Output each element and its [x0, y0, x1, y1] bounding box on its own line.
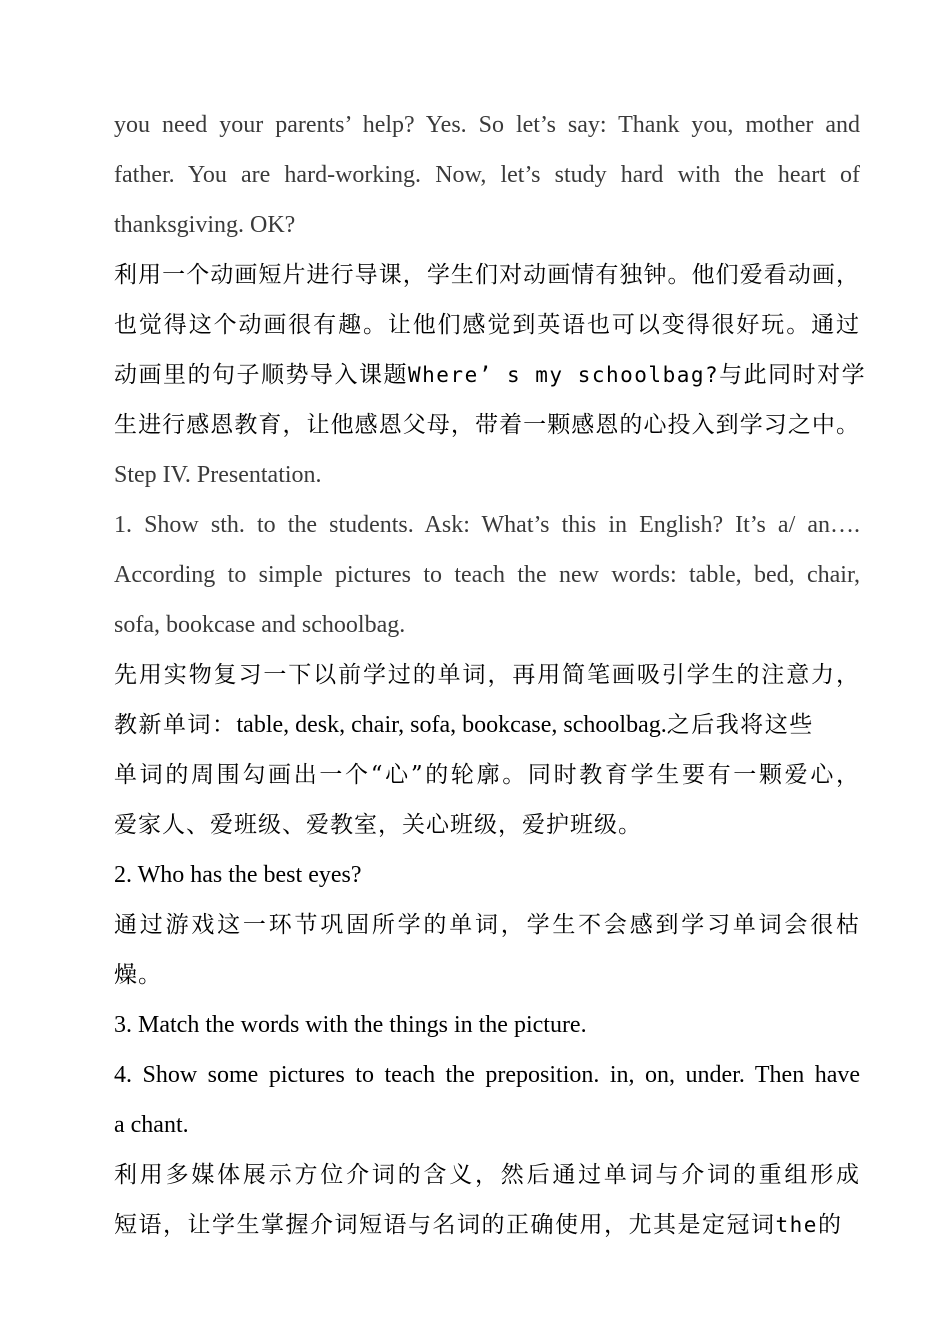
text-line-5: 也觉得这个动画很有趣。让他们感觉到英语也可以变得很好玩。通过: [114, 312, 860, 338]
text-line-3: thanksgiving. OK?: [114, 212, 296, 238]
text-line-18: 燥。: [114, 962, 162, 988]
text-line-23-b: the: [775, 1213, 818, 1237]
text-line-1: you need your parents’ help? Yes. So let’s say: Thank you, mother and: [114, 112, 860, 138]
text-line-11: sofa, bookcase and schoolbag.: [114, 612, 406, 638]
text-line-7: 生进行感恩教育，让他感恩父母，带着一颗感恩的心投入到学习之中。: [114, 412, 860, 438]
text-line-12: 先用实物复习一下以前学过的单词，再用简笔画吸引学生的注意力，: [114, 662, 860, 688]
text-line-13-b: table, desk, chair, sofa, bookcase, schoolbag.: [236, 712, 667, 738]
text-line-13-c: 之后我将这些: [666, 712, 814, 738]
text-line-15: 爱家人、爱班级、爱教室，关心班级，爱护班级。: [114, 812, 642, 838]
text-line-6-a: 动画里的句子顺势导入课题: [114, 362, 408, 388]
text-line-6: [114, 350, 867, 400]
text-line-9: 1. Show sth. to the students. Ask: What’s this in English? It’s a/ an….: [114, 512, 860, 538]
text-line-17: 通过游戏这一环节巩固所学的单词，学生不会感到学习单词会很枯: [114, 912, 860, 938]
text-line-20: 4. Show some pictures to teach the preposition. in, on, under. Then have: [114, 1062, 860, 1088]
text-line-19: 3. Match the words with the things in the picture.: [114, 1012, 587, 1038]
text-line-6-c: 与此同时对学: [719, 362, 867, 388]
text-line-22: 利用多媒体展示方位介词的含义，然后通过单词与介词的重组形成: [114, 1162, 860, 1188]
text-line-10: According to simple pictures to teach the new words: table, bed, chair,: [114, 562, 860, 588]
text-line-14: 单词的周围勾画出一个“心”的轮廓。同时教育学生要有一颗爱心，: [114, 762, 860, 788]
text-line-8: Step IV. Presentation.: [114, 462, 322, 488]
text-line-23: [114, 1200, 860, 1250]
text-line-13: [114, 700, 860, 750]
text-line-13-a: 教新单词：: [114, 712, 237, 738]
text-line-23-c: 的: [817, 1212, 843, 1238]
text-line-2: father. You are hard-working. Now, let’s study hard with the heart of: [114, 162, 860, 188]
text-line-23-a: 短语，让学生掌握介词短语与名词的正确使用，尤其是定冠词: [114, 1212, 776, 1238]
text-line-4: 利用一个动画短片进行导课，学生们对动画情有独钟。他们爱看动画，: [114, 262, 860, 288]
text-line-6-b: Where’ s my schoolbag?: [408, 363, 720, 387]
text-line-21: a chant.: [114, 1112, 189, 1138]
text-line-16: 2. Who has the best eyes?: [114, 862, 362, 888]
